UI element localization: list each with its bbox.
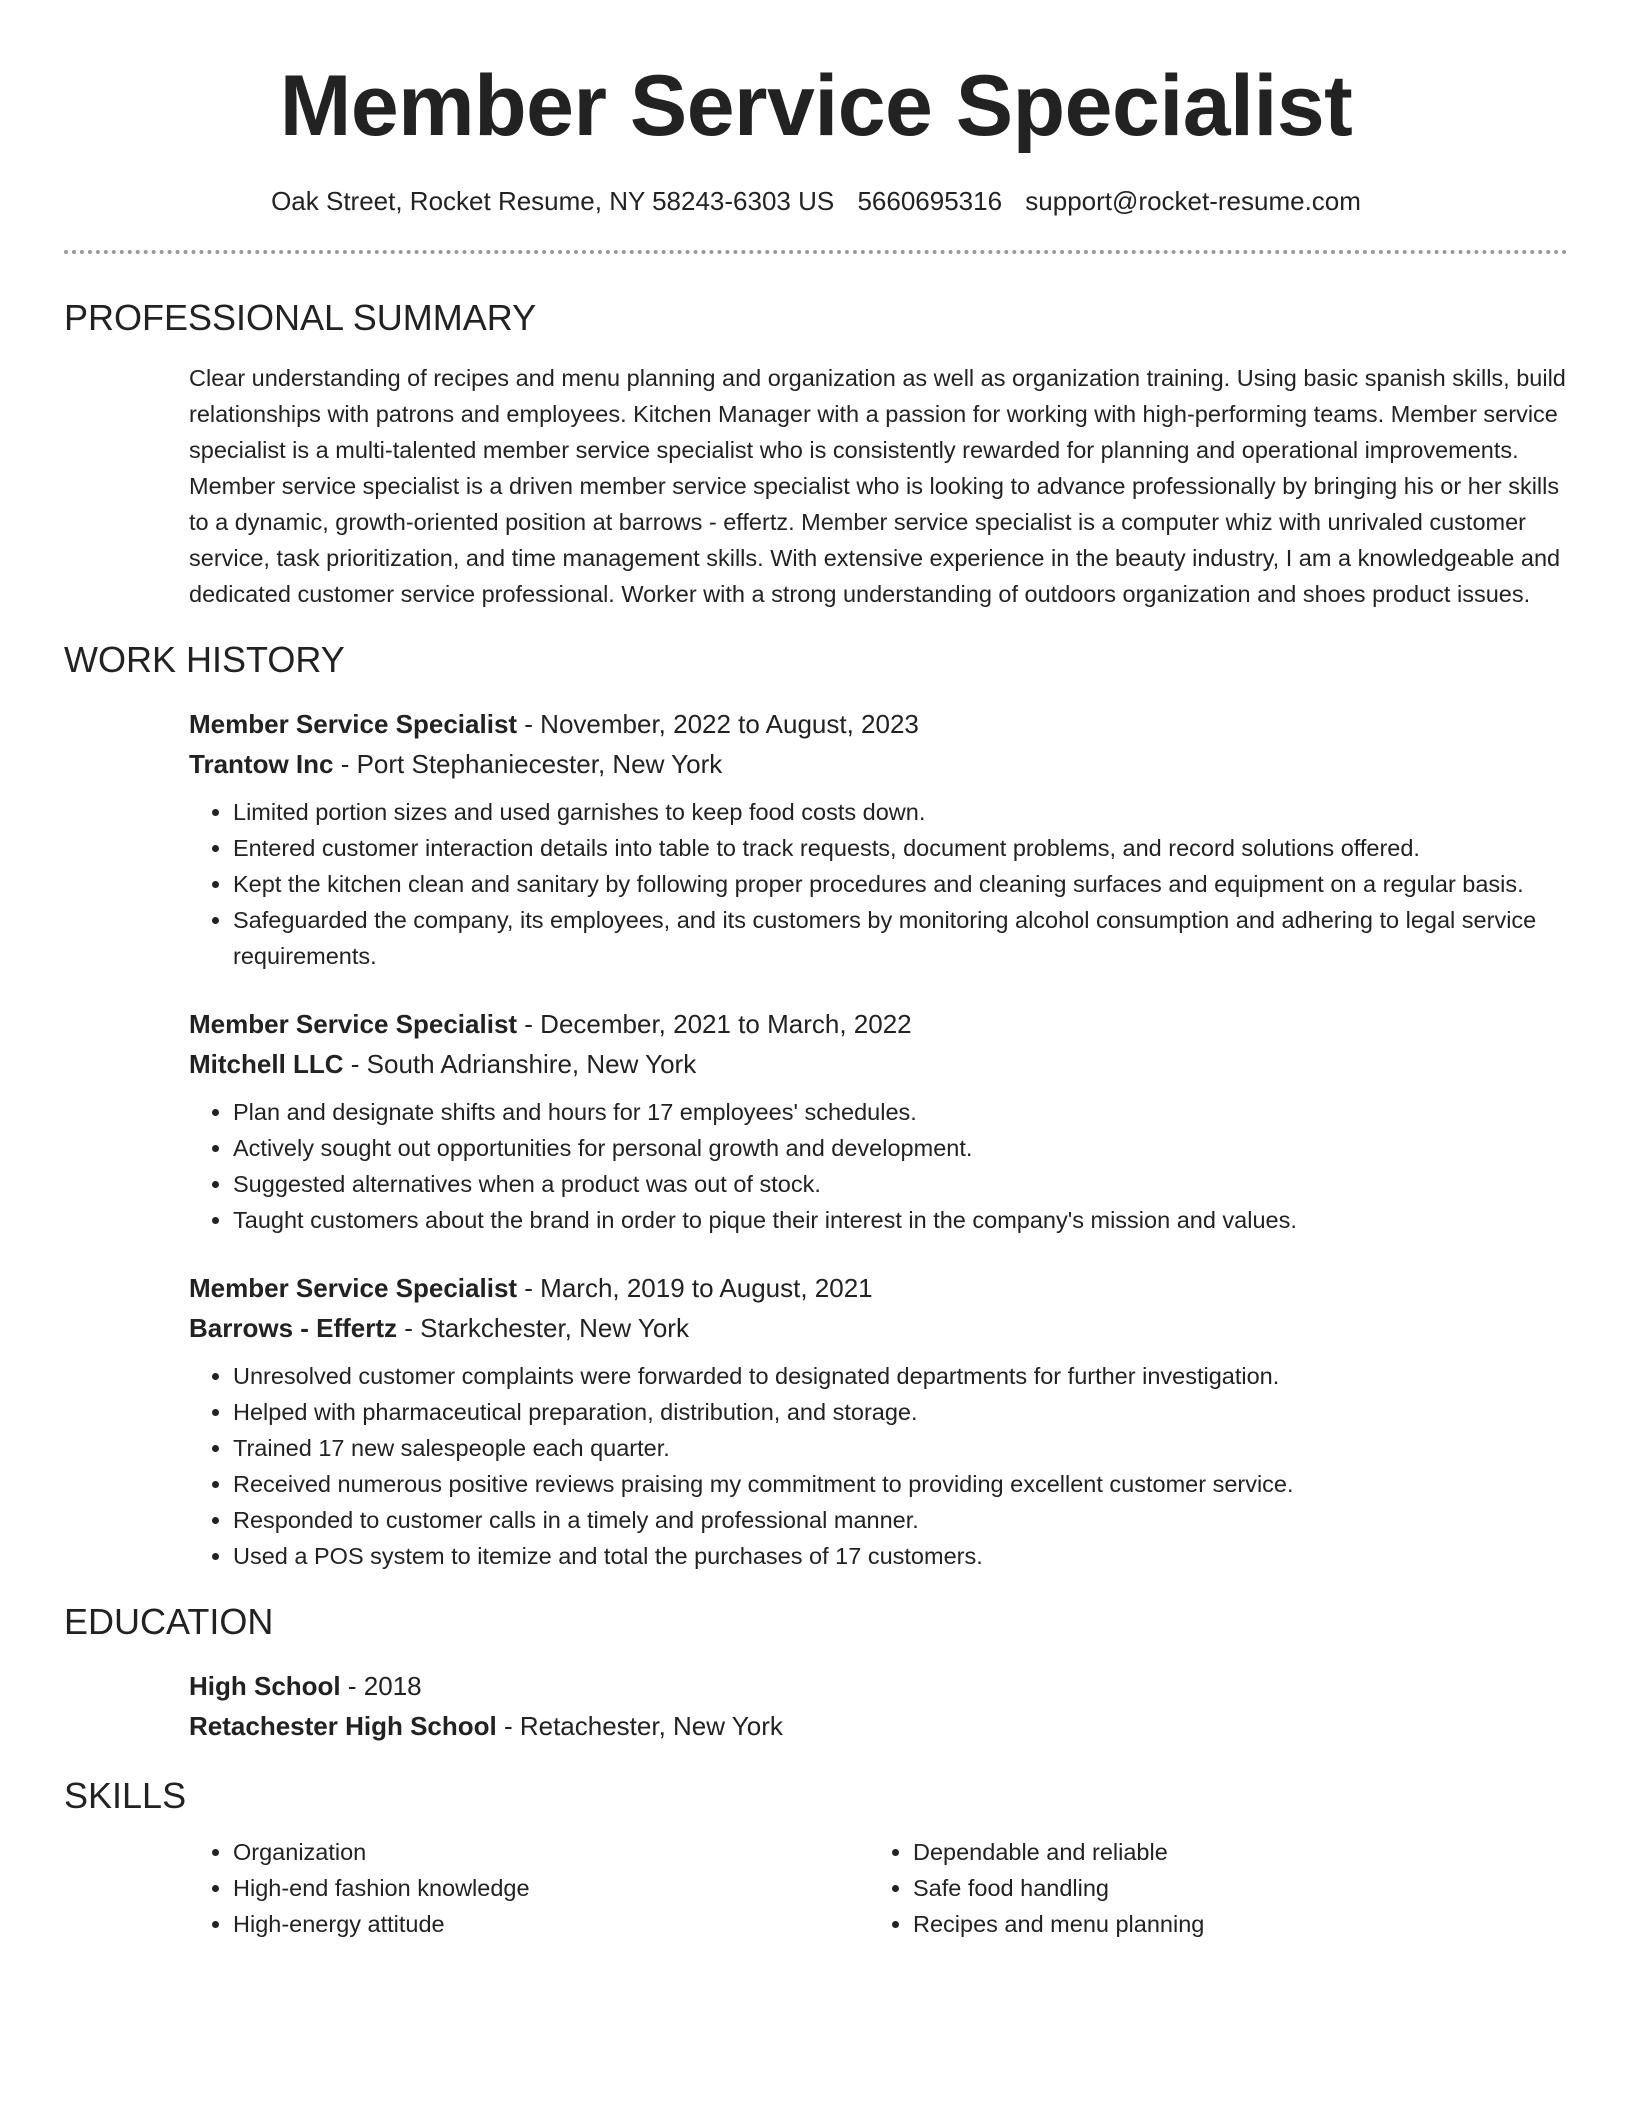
skill-item: • Safe food handling [913, 1870, 1549, 1906]
contact-email: support@rocket-resume.com [1025, 186, 1361, 216]
section-title-skills: SKILLS [64, 1775, 187, 1816]
job-title: Member Service Specialist [189, 1009, 518, 1039]
skill-item: • High-energy attitude [233, 1906, 869, 1942]
job-title-line [189, 704, 1568, 744]
job-bullet: • Entered customer interaction details into table to track requests, document problems, and record solutions offered. [233, 830, 1568, 866]
skill-item: • High-end fashion knowledge [233, 1870, 869, 1906]
job-company-line [189, 744, 1568, 784]
job-company: Trantow Inc [189, 749, 334, 779]
job-bullet: • Helped with pharmaceutical preparation, distribution, and storage. [233, 1394, 1568, 1430]
job-entry [189, 704, 1568, 974]
job-bullet: • Safeguarded the company, its employees, and its customers by monitoring alcohol consumption and adhering to legal service requirements. [233, 902, 1568, 974]
job-bullet: • Plan and designate shifts and hours for 17 employees' schedules. [233, 1094, 1568, 1130]
skill-item: • Recipes and menu planning [913, 1906, 1549, 1942]
section-title-work-history: WORK HISTORY [64, 639, 345, 680]
resume-name: Member Service Specialist [279, 58, 1353, 154]
job-company-line [189, 1308, 1568, 1348]
section-title-summary: PROFESSIONAL SUMMARY [64, 297, 537, 338]
job-company: Mitchell LLC [189, 1049, 344, 1079]
skill-item: • Organization [233, 1834, 869, 1870]
job-bullet: • Unresolved customer complaints were forwarded to designated departments for further investigation. [233, 1358, 1568, 1394]
job-dates: - March, 2019 to August, 2021 [517, 1273, 873, 1303]
education-location: - Retachester, New York [496, 1711, 783, 1741]
job-bullet: • Limited portion sizes and used garnishes to keep food costs down. [233, 794, 1568, 830]
job-bullet: • Taught customers about the brand in order to pique their interest in the company's mission and values. [233, 1202, 1568, 1238]
job-location: - Port Stephaniecester, New York [333, 749, 723, 779]
contact-address: Oak Street, Rocket Resume, NY 58243-6303 US [271, 186, 835, 216]
job-title-line [189, 1004, 1568, 1044]
job-entry [189, 1268, 1568, 1574]
education-entry [189, 1666, 1568, 1746]
job-bullet: • Suggested alternatives when a product was out of stock. [233, 1166, 1568, 1202]
job-bullets [189, 1358, 1568, 1574]
job-title: Member Service Specialist [189, 1273, 518, 1303]
skills-list [189, 1834, 1568, 1942]
resume-page [64, 0, 1568, 1942]
work-history [189, 704, 1568, 1574]
education-degree: High School [189, 1671, 341, 1701]
summary-text: Clear understanding of recipes and menu planning and organization as well as organization training. Using basic spanish skills, build relationships with patrons and employees. Kitchen Manager with a passion for working with high-performing teams. Member service specialist is a multi-talented member service specialist who is consistently rewarded for planning and operational improvements. Member service specialist is a driven member service specialist who is looking to advance professionally by bringing his or her skills to a dynamic, growth-oriented position at barrows - effertz. Member service specialist is a computer whiz with unrivaled customer service, task prioritization, and time management skills. With extensive experience in the beauty industry, I am a knowledgeable and dedicated customer service professional. Worker with a strong understanding of outdoors organization and shoes product issues. [189, 365, 1566, 607]
job-bullets [189, 1094, 1568, 1238]
job-bullet: • Used a POS system to itemize and total the purchases of 17 customers. [233, 1538, 1568, 1574]
job-bullets [189, 794, 1568, 974]
job-bullet: • Actively sought out opportunities for personal growth and development. [233, 1130, 1568, 1166]
education-degree-line [189, 1666, 1568, 1706]
skills-column-right [869, 1834, 1549, 1942]
header-divider [64, 250, 1568, 254]
skill-item: • Dependable and reliable [913, 1834, 1549, 1870]
contact-phone: 5660695316 [857, 186, 1003, 216]
education-school-line [189, 1706, 1568, 1746]
job-bullet: • Responded to customer calls in a timely and professional manner. [233, 1502, 1568, 1538]
contact-line [64, 184, 1568, 218]
job-location: - South Adrianshire, New York [343, 1049, 697, 1079]
education-year: - 2018 [340, 1671, 422, 1701]
job-entry [189, 1004, 1568, 1238]
job-title: Member Service Specialist [189, 709, 518, 739]
job-dates: - December, 2021 to March, 2022 [517, 1009, 912, 1039]
job-bullet: • Received numerous positive reviews praising my commitment to providing excellent customer service. [233, 1466, 1568, 1502]
job-company: Barrows - Effertz [189, 1313, 398, 1343]
job-company-line [189, 1044, 1568, 1084]
education-school: Retachester High School [189, 1711, 497, 1741]
skills-column-left [189, 1834, 869, 1942]
job-location: - Starkchester, New York [397, 1313, 689, 1343]
job-bullet: • Trained 17 new salespeople each quarter. [233, 1430, 1568, 1466]
section-title-education: EDUCATION [64, 1601, 274, 1642]
job-bullet: • Kept the kitchen clean and sanitary by following proper procedures and cleaning surfaces and equipment on a regular basis. [233, 866, 1568, 902]
job-dates: - November, 2022 to August, 2023 [517, 709, 919, 739]
job-title-line [189, 1268, 1568, 1308]
